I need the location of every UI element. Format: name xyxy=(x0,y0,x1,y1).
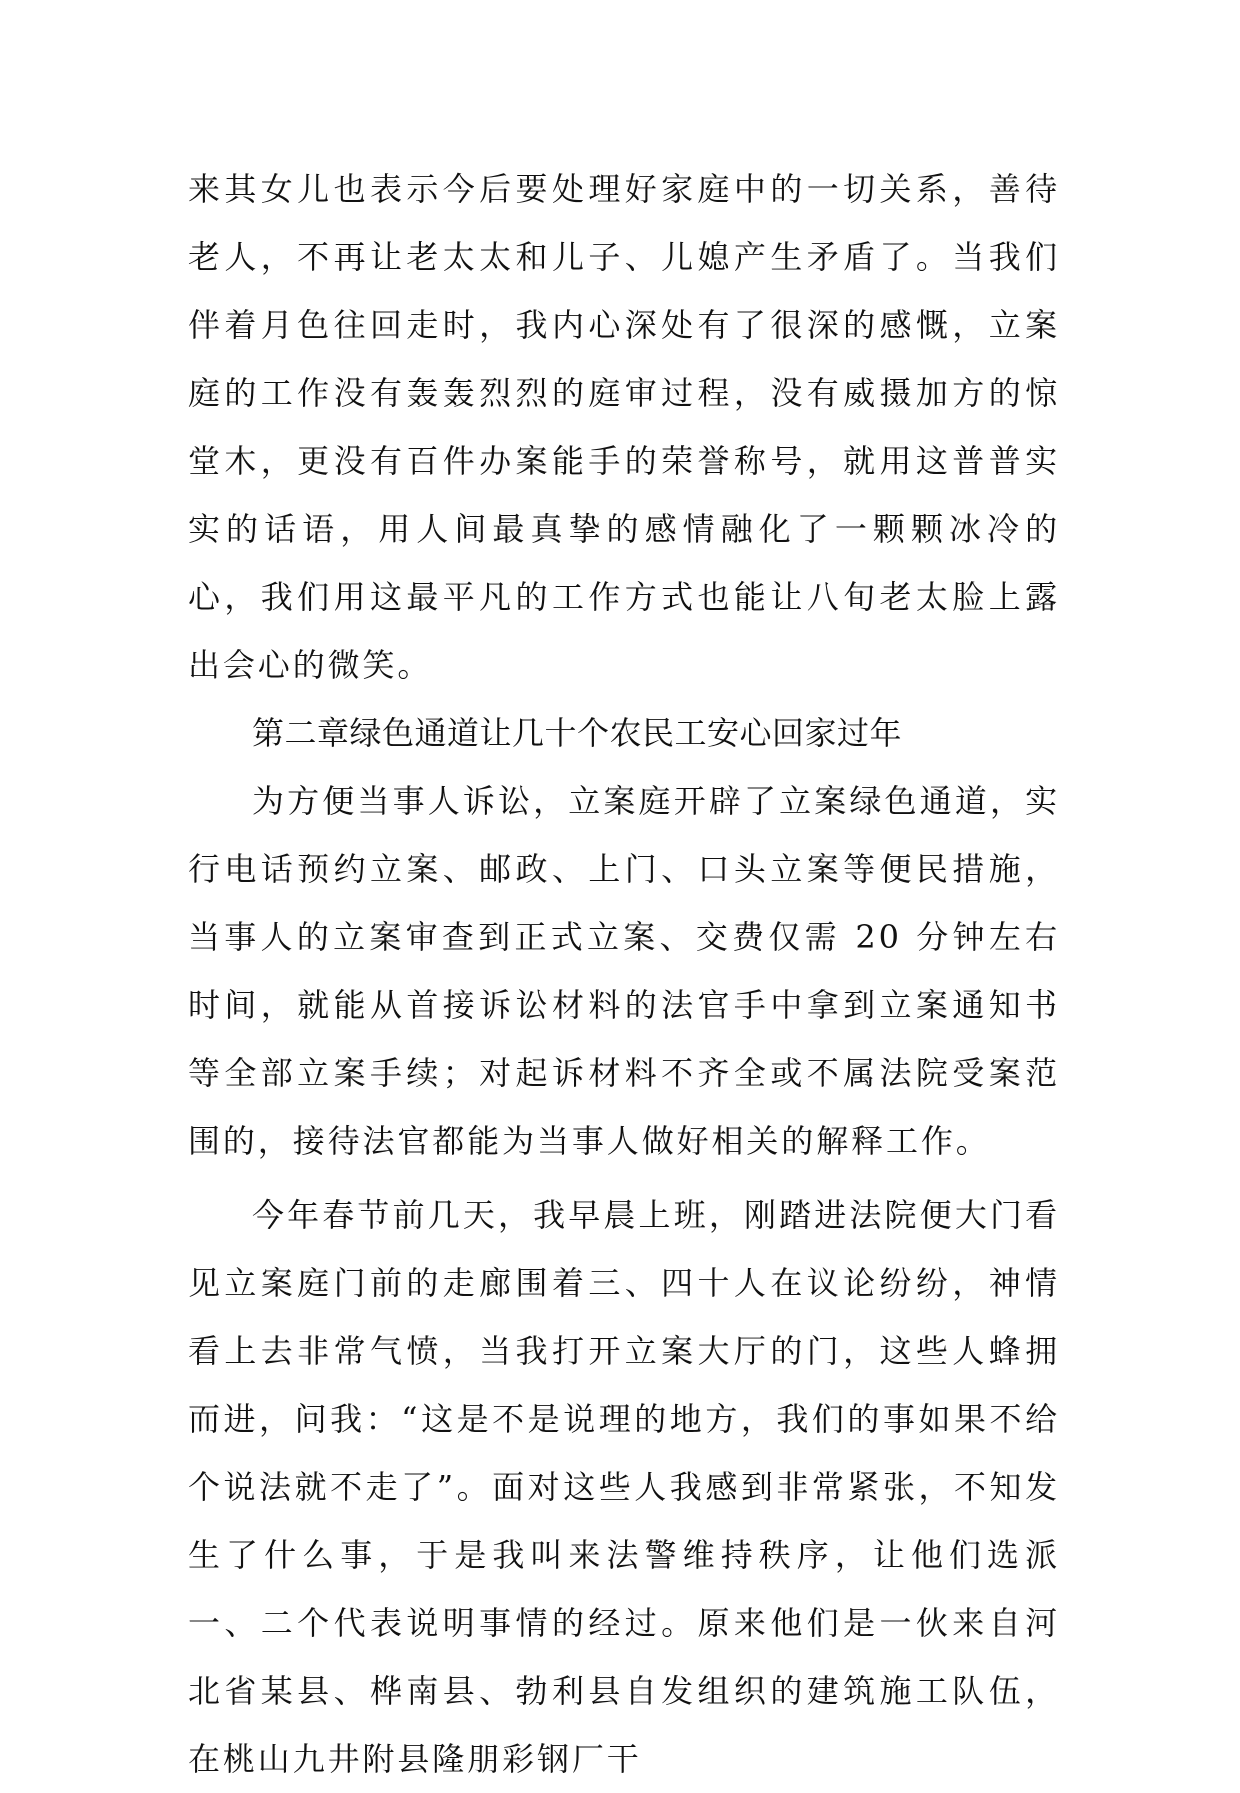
body-text xyxy=(188,155,1060,1793)
paragraph-1: 来其女儿也表示今后要处理好家庭中的一切关系，善待老人，不再让老太太和儿子、儿媳产生矛盾了。当我们伴着月色往回走时，我内心深处有了很深的感慨，立案庭的工作没有轰轰烈烈的庭审过程，没有威摄加方的惊堂木，更没有百件办案能手的荣誉称号，就用这普普实实的话语，用人间最真挚的感情融化了一颗颗冰冷的心，我们用这最平凡的工作方式也能让八旬老太脸上露出会心的微笑。 xyxy=(188,170,1060,684)
paragraph-3: 为方便当事人诉讼，立案庭开辟了立案绿色通道，实行电话预约立案、邮政、上门、口头立案等便民措施，当事人的立案审查到正式立案、交费仅需 20 分钟左右时间，就能从首接诉讼材料的法官手中拿到立案通知书等全部立案手续；对起诉材料不齐全或不属法院受案范围的，接待法官都能为当事人做好相关的解释工作。 xyxy=(188,782,1060,1160)
chapter-heading: 第二章绿色通道让几十个农民工安心回家过年 xyxy=(252,714,903,752)
paragraph-4: 今年春节前几天，我早晨上班，刚踏进法院便大门看见立案庭门前的走廊围着三、四十人在议论纷纷，神情看上去非常气愤，当我打开立案大厅的门，这些人蜂拥而进，问我：“这是不是说理的地方，我们的事如果不给个说法就不走了”。面对这些人我感到非常紧张，不知发生了什么事，于是我叫来法警维持秩序，让他们选派一、二个代表说明事情的经过。原来他们是一伙来自河北省某县、桦南县、勃利县自发组织的建筑施工队伍，在桃山九井附县隆朋彩钢厂干 xyxy=(188,1196,1060,1778)
